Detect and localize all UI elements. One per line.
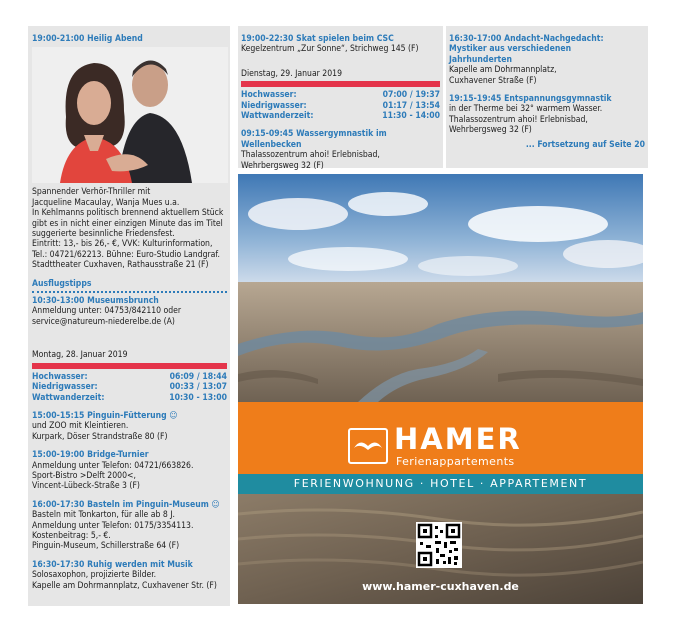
desc-line: Anmeldung unter Telefon: 0175/3354113.	[32, 520, 194, 531]
desc-line: suggerierte besinnliche Friedensfest.	[32, 229, 175, 240]
desc-line: Anmeldung unter: 04753/842110 oder	[32, 306, 182, 317]
event-title: 15:00-19:00 Bridge-Turnier	[32, 450, 149, 461]
desc-line: Sport-Bistro >Delft 2000<,	[32, 470, 136, 481]
section-heading: Ausflugstipps	[32, 278, 92, 289]
desc-line: Spannender Verhör-Thriller mit	[32, 187, 151, 198]
desc-line: Kapelle am Dohrmannplatz,	[449, 65, 557, 76]
events-column-left	[28, 26, 230, 606]
desc-line: In Kehlmanns politisch brennend aktuellem Stück	[32, 208, 224, 219]
desc-line: Solosaxophon, projizierte Bilder.	[32, 570, 157, 581]
tide-row	[241, 90, 440, 100]
desc-line: Basteln mit Tonkarton, für alle ab 8 J.	[32, 510, 175, 521]
desc-line: Kapelle am Dohrmannplatz, Cuxhavener Str. (F)	[32, 580, 217, 591]
desc-line: Kurpark, Döser Strandstraße 80 (F)	[32, 431, 168, 442]
tide-value: 10:30 - 13:00	[169, 392, 227, 403]
desc-line: Jacqueline Macaulay, Wanja Mues u.a.	[32, 197, 180, 208]
desc-line: Tel.: 04721/62213. Bühne: Euro-Studio Landgraf.	[32, 249, 220, 260]
desc-line: Wehrbergsweg 32 (F)	[241, 160, 324, 171]
event-title: 15:00-15:15 Pinguin-Fütterung ☺	[32, 410, 178, 421]
event-title: 09:15-09:45 Wassergymnastik im Wellenbecken	[241, 129, 387, 150]
tide-row	[32, 382, 227, 392]
hamer-advertisement[interactable]	[238, 174, 643, 604]
event-description	[32, 187, 227, 270]
date-heading: Montag, 28. Januar 2019	[32, 350, 128, 361]
desc-line: Kegelzentrum „Zur Sonne“, Strichweg 145 (F)	[241, 44, 419, 55]
event-title: 16:30-17:30 Ruhig werden mit Musik	[32, 559, 193, 570]
qr-code-icon[interactable]	[416, 522, 462, 568]
desc-line: Vincent-Lübeck-Straße 3 (F)	[32, 481, 140, 492]
event-title: 19:15-19:45 Entspannungsgymnastik	[449, 94, 612, 105]
desc-line: in der Therme bei 32° warmem Wasser.	[449, 104, 603, 115]
tide-label: Wattwanderzeit:	[241, 111, 314, 122]
event-title: Mystiker aus verschiedenen	[449, 44, 572, 55]
red-divider	[32, 363, 227, 369]
desc-line: Cuxhavener Straße (F)	[449, 75, 537, 86]
desc-line: Anmeldung unter Telefon: 04721/663826.	[32, 460, 194, 471]
desc-line: Kostenbeitrag: 5,- €.	[32, 530, 111, 541]
event-title: 16:00-17:30 Basteln im Pinguin-Museum ☺	[32, 499, 220, 510]
date-heading: Dienstag, 29. Januar 2019	[241, 68, 342, 79]
tide-label: Niedrigwasser:	[32, 382, 98, 393]
ad-logo-panel	[238, 402, 643, 474]
desc-line: und ZOO mit Kleintieren.	[32, 421, 129, 432]
events-column-right	[446, 26, 648, 168]
tide-row	[32, 393, 227, 403]
desc-line: gibt es in nicht einer einzigen Minute das im Titel	[32, 218, 223, 229]
desc-line: Pinguin-Museum, Schillerstraße 64 (F)	[32, 541, 180, 552]
tide-label: Wattwanderzeit:	[32, 392, 105, 403]
continued-link[interactable]: ... Fortsetzung auf Seite 20	[525, 139, 645, 150]
tide-value: 00:33 / 13:07	[169, 382, 227, 393]
website-link[interactable]: www.hamer-cuxhaven.de	[362, 580, 519, 593]
tide-row	[32, 372, 227, 382]
dotted-divider	[32, 291, 227, 293]
tide-value: 06:09 / 18:44	[169, 371, 227, 382]
event-title: Jahrhunderten	[449, 54, 512, 65]
events-column-middle	[238, 26, 443, 171]
desc-line: Stadttheater Cuxhaven, Rathausstraße 21 (F)	[32, 260, 209, 271]
tide-value: 07:00 / 19:37	[382, 90, 440, 101]
tide-label: Niedrigwasser:	[241, 100, 307, 111]
brand-subtitle: Ferienappartements	[396, 455, 515, 468]
seagull-logo-icon	[348, 428, 388, 464]
event-title: 16:30-17:00 Andacht-Nachgedacht:	[449, 34, 604, 44]
tide-label: Hochwasser:	[241, 90, 297, 101]
sand-ripples-photo	[238, 494, 643, 604]
desc-line: Thalassozentrum ahoi! Erlebnisbad,	[241, 150, 380, 161]
desc-line: Thalassozentrum ahoi! Erlebnisbad,	[449, 114, 588, 125]
desc-line: service@natureum-niederelbe.de (A)	[32, 316, 175, 327]
event-title: 10:30-13:00 Museumsbrunch	[32, 296, 159, 307]
event-title: 19:00-22:30 Skat spielen beim CSC	[241, 34, 394, 44]
desc-line: Wehrbergsweg 32 (F)	[449, 125, 532, 136]
tide-label: Hochwasser:	[32, 371, 88, 382]
red-divider	[241, 81, 440, 87]
tide-row	[241, 111, 440, 121]
tide-row	[241, 101, 440, 111]
theater-photo	[32, 47, 228, 183]
brand-name: HAMER	[394, 422, 522, 456]
desc-line: Eintritt: 13,- bis 26,- €, VVK: Kulturinformation,	[32, 239, 213, 250]
tide-value: 01:17 / 13:54	[382, 100, 440, 111]
event-title: 19:00-21:00 Heilig Abend	[32, 34, 143, 44]
tide-value: 11:30 - 14:00	[382, 111, 440, 122]
ad-services-band: FERIENWOHNUNG · HOTEL · APPARTEMENT	[238, 474, 643, 494]
wadden-sea-photo	[238, 174, 643, 402]
